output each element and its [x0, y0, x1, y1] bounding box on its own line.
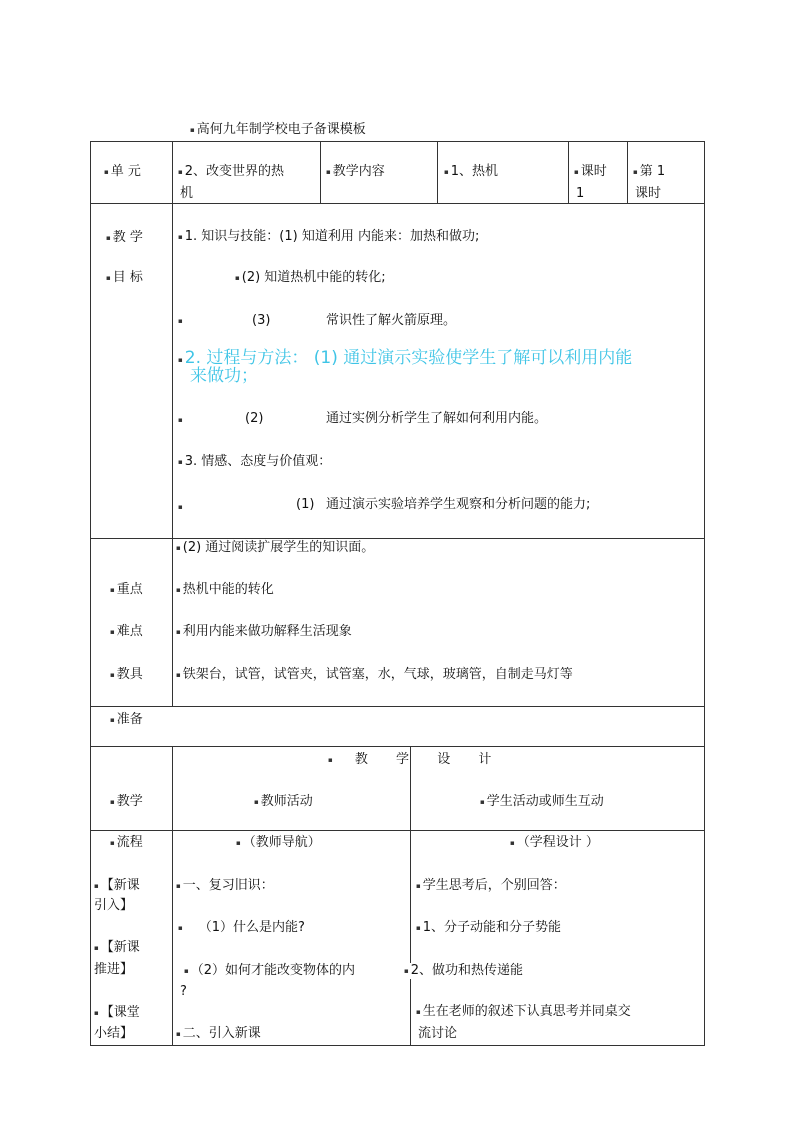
goal-emotion-2-text: (2) 通过阅读扩展学生的知识面。 [182, 540, 375, 555]
marker-icon: ▪ [110, 716, 115, 724]
goals-label-line2 [106, 270, 143, 286]
student-item [404, 963, 523, 979]
tools-value [176, 667, 573, 683]
marker-icon: ▪ [110, 671, 115, 679]
flow-label-text1: 教学 [116, 794, 143, 809]
marker-icon: ▪ [404, 967, 409, 975]
unit-label [104, 164, 141, 180]
stage-intro [94, 878, 140, 894]
teacher-subheader-text: （教师导航） [242, 835, 321, 850]
teacher-item-text: 一、复习旧识： [182, 878, 274, 893]
stage-text: 【新课 [100, 878, 140, 893]
student-item [416, 920, 561, 936]
marker-icon: ▪ [416, 882, 421, 890]
flow-label-text2: 流程 [116, 835, 143, 850]
goal-knowledge-3-text: 常识性了解火箭原理。 [326, 313, 457, 328]
marker-icon: ▪ [176, 671, 181, 679]
marker-icon: ▪ [178, 233, 183, 241]
goal-emotion-2 [176, 540, 374, 556]
marker-icon: ▪ [176, 586, 181, 594]
table-border-left [90, 141, 91, 1046]
marker-icon: ▪ [235, 274, 240, 282]
stage-text: 小结】 [94, 1026, 134, 1041]
design-header-char: 教 [354, 752, 368, 767]
design-header-char: 设 [437, 752, 451, 767]
student-item [416, 1004, 631, 1020]
row-divider [90, 830, 705, 831]
unit-value [178, 164, 284, 180]
teacher-item-text: ? [180, 984, 187, 999]
teacher-item [178, 920, 305, 936]
difficulty-value [176, 624, 352, 640]
stage-advance [94, 940, 140, 956]
unit-value-line2: 机 [180, 186, 194, 201]
design-header [328, 752, 491, 768]
difficulty-label-text: 难点 [116, 624, 143, 639]
student-item-text: 流讨论 [418, 1026, 458, 1041]
difficulty-label [110, 624, 143, 640]
unit-label-text: 单 元 [110, 164, 141, 179]
goals-label-text2: 目 标 [112, 270, 143, 285]
marker-icon: ▪ [176, 1030, 181, 1038]
student-item-text: 2、做功和热传递能 [410, 963, 524, 978]
col-divider [568, 141, 569, 203]
hours-label-text: 课时 [580, 164, 607, 179]
goals-label-line1 [106, 230, 143, 246]
col-divider [627, 141, 628, 203]
marker-icon: ▪ [106, 274, 111, 282]
marker-icon: ▪ [574, 168, 579, 176]
period-value: 课时 [635, 186, 662, 201]
marker-icon: ▪ [184, 967, 189, 975]
period-label [633, 164, 665, 180]
marker-icon: ▪ [178, 503, 183, 511]
stage-summary [94, 1005, 140, 1021]
marker-icon: ▪ [110, 586, 115, 594]
teacher-item [184, 963, 355, 979]
marker-icon: ▪ [326, 168, 331, 176]
stage-text: 【新课 [100, 940, 140, 955]
table-border-bottom [90, 1045, 705, 1046]
content-value [444, 164, 498, 180]
teacher-item [176, 878, 274, 894]
tools-value-text: 铁架台，试管，试管夹，试管塞，水，气球，玻璃管，自制走马灯等 [182, 667, 573, 682]
key-value-text: 热机中能的转化 [182, 582, 274, 597]
marker-icon: ▪ [176, 882, 181, 890]
marker-icon: ▪ [444, 168, 449, 176]
goal-emotion-text: 3. 情感、态度与价值观： [184, 454, 332, 469]
marker-icon: ▪ [178, 168, 183, 176]
hours-value: 1 [576, 186, 585, 201]
goal-knowledge-3-number: (3) [252, 313, 271, 328]
goal-process-2-text: 通过实例分析学生了解如何利用内能。 [326, 411, 548, 426]
marker-icon: ▪ [328, 756, 333, 764]
key-label-text: 重点 [116, 582, 143, 597]
marker-icon: ▪ [94, 944, 99, 952]
flow-label-line2 [110, 835, 143, 851]
marker-icon: ▪ [94, 882, 99, 890]
goal-knowledge-text: 1. 知识与技能：(1) 知道利用 内能来：加热和做功; [184, 229, 480, 244]
row-divider [90, 203, 705, 204]
marker-icon: ▪ [178, 416, 183, 424]
goal-emotion-1-text: 通过演示实验培养学生观察和分析问题的能力; [326, 497, 591, 512]
teacher-item-text: 二、引入新课 [182, 1026, 261, 1041]
teacher-item [176, 1026, 261, 1042]
marker-icon: ▪ [176, 628, 181, 636]
marker-icon: ▪ [110, 628, 115, 636]
marker-icon: ▪ [254, 798, 259, 806]
goal-knowledge [178, 229, 479, 245]
student-column-text: 学生活动或师生互动 [486, 794, 604, 809]
student-item-text: 生在老师的叙述下认真思考并同桌交 [422, 1004, 631, 1019]
prep-label-text: 准备 [116, 712, 143, 727]
student-subheader [510, 835, 599, 851]
tools-label-text: 教具 [116, 667, 143, 682]
stage-text: 引入】 [94, 898, 134, 913]
design-header-char: 计 [478, 752, 492, 767]
marker-icon: ▪ [110, 839, 115, 847]
col-divider [172, 141, 173, 706]
marker-icon: ▪ [104, 168, 109, 176]
marker-icon: ▪ [416, 1008, 421, 1016]
student-item [416, 878, 566, 894]
unit-value-line1: 2、改变世界的热 [184, 164, 285, 179]
prep-label [110, 712, 143, 728]
marker-icon: ▪ [110, 798, 115, 806]
marker-icon: ▪ [178, 317, 183, 325]
content-label [326, 164, 385, 180]
marker-icon: ▪ [633, 168, 638, 176]
col-divider [410, 746, 411, 1046]
table-border-top [90, 141, 705, 142]
col-divider [320, 141, 321, 203]
row-divider [90, 538, 705, 539]
flow-label-line1 [110, 794, 143, 810]
marker-icon: ▪ [178, 458, 183, 466]
hours-label [574, 164, 607, 180]
goal-knowledge-2-text: (2) 知道热机中能的转化; [241, 270, 386, 285]
student-subheader-text: （学程设计 ） [516, 835, 599, 850]
stage-text: 推进】 [94, 962, 134, 977]
table-border-right [704, 141, 705, 1046]
student-item-text: 学生思考后，个别回答： [422, 878, 566, 893]
stage-text: 【课堂 [100, 1005, 140, 1020]
marker-icon: ▪ [236, 839, 241, 847]
marker-icon: ▪ [416, 924, 421, 932]
design-header-char: 学 [396, 752, 410, 767]
marker-icon: ▪ [510, 839, 515, 847]
page-title [190, 122, 366, 138]
goals-label-text1: 教 学 [112, 230, 143, 245]
student-column-header [480, 794, 604, 810]
col-divider [437, 141, 438, 203]
teacher-item-text: （1）什么是内能? [198, 920, 305, 935]
tools-label [110, 667, 143, 683]
teacher-column-header [254, 794, 313, 810]
period-label-text: 第 1 [639, 164, 666, 179]
row-divider [90, 706, 705, 707]
marker-icon: ▪ [176, 544, 181, 552]
row-divider [90, 746, 705, 747]
teacher-subheader [236, 835, 321, 851]
marker-icon: ▪ [190, 126, 195, 134]
marker-icon: ▪ [178, 924, 183, 932]
goal-process-text1: 2. 过程与方法： (1) 通过演示实验使学生了解可以利用内能 [184, 348, 633, 368]
goal-process-text2: 来做功； [190, 366, 258, 386]
teacher-column-text: 教师活动 [260, 794, 313, 809]
key-value [176, 582, 274, 598]
marker-icon: ▪ [106, 234, 111, 242]
content-value-text: 1、热机 [450, 164, 499, 179]
content-label-text: 教学内容 [332, 164, 385, 179]
goal-knowledge-2 [235, 270, 386, 286]
difficulty-value-text: 利用内能来做功解释生活现象 [182, 624, 352, 639]
goal-process-2-number: (2) [245, 411, 264, 426]
marker-icon: ▪ [480, 798, 485, 806]
teacher-item-text: （2）如何才能改变物体的内 [190, 963, 356, 978]
marker-icon: ▪ [178, 356, 183, 364]
title-text: 高何九年制学校电子备课模板 [196, 122, 366, 137]
marker-icon: ▪ [94, 1009, 99, 1017]
key-label [110, 582, 143, 598]
goal-emotion-1-number: (1) [296, 497, 315, 512]
student-item-text: 1、分子动能和分子势能 [422, 920, 562, 935]
goal-emotion [178, 454, 331, 470]
col-divider [172, 746, 173, 1046]
